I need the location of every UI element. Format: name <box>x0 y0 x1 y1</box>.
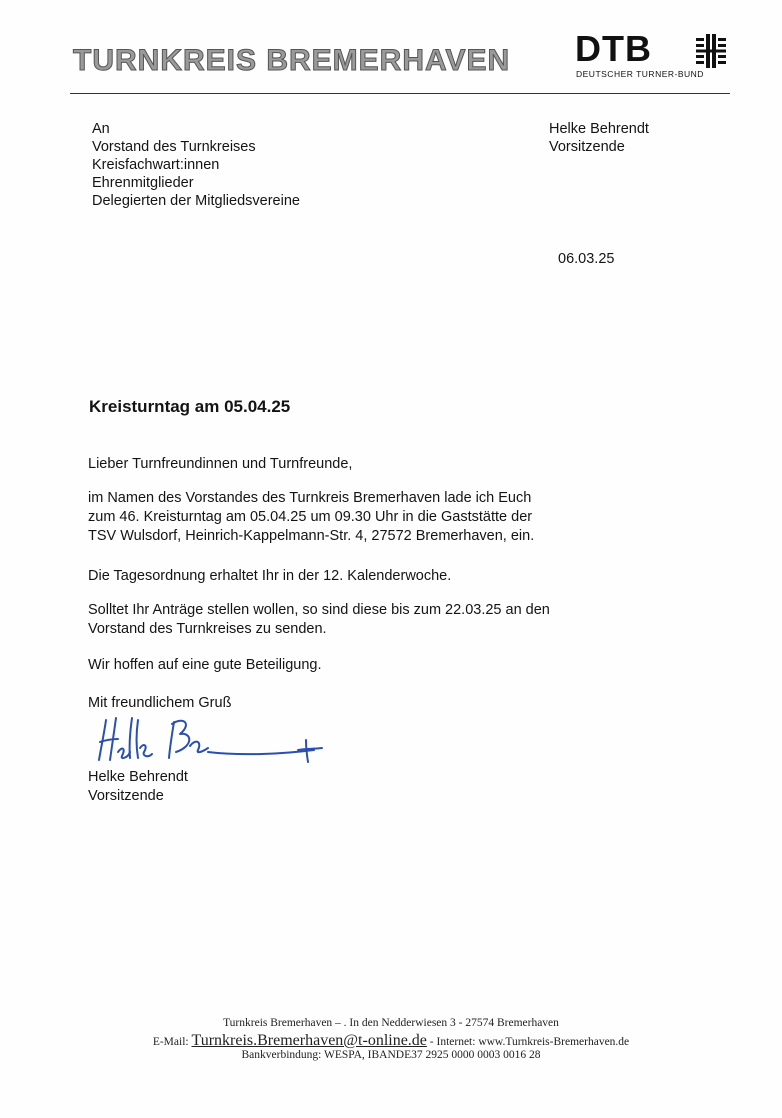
recipient-line: Vorstand des Turnkreises <box>92 139 256 155</box>
body-paragraph-invitation <box>88 489 534 546</box>
sender-role: Vorsitzende <box>549 139 625 155</box>
body-paragraph-motions <box>88 601 550 639</box>
signatory-role: Vorsitzende <box>88 788 164 804</box>
organization-title: TURNKREIS BREMERHAVEN <box>73 44 511 77</box>
signatory-name: Helke Behrendt <box>88 769 188 785</box>
paragraph-line: Solltet Ihr Anträge stellen wollen, so sind diese bis zum 22.03.25 an den <box>88 602 550 618</box>
logo-text: DTB <box>575 28 652 69</box>
logo-subtitle: DEUTSCHER TURNER-BUND <box>576 69 704 79</box>
recipient-line: An <box>92 121 110 137</box>
dtb-logo <box>572 28 732 82</box>
header-divider <box>70 93 730 94</box>
recipient-line: Ehrenmitglieder <box>92 175 194 191</box>
recipient-address <box>92 120 300 210</box>
letter-subject: Kreisturntag am 05.04.25 <box>89 397 291 416</box>
paragraph-line: TSV Wulsdorf, Heinrich-Kappelmann-Str. 4, 27572 Bremerhaven, ein. <box>88 528 535 544</box>
body-paragraph-agenda: Die Tagesordnung erhaltet Ihr in der 12. Kalenderwoche. <box>88 568 452 584</box>
body-paragraph-hope: Wir hoffen auf eine gute Beteiligung. <box>88 657 322 673</box>
closing-phrase: Mit freundlichem Gruß <box>88 695 232 711</box>
internet-info: - Internet: www.Turnkreis-Bremerhaven.de <box>429 1036 630 1048</box>
paragraph-line: im Namen des Vorstandes des Turnkreis Bremerhaven lade ich Euch <box>88 490 532 506</box>
footer-bank: Bankverbindung: WESPA, IBANDE37 2925 0000 0003 0016 28 <box>241 1049 541 1061</box>
signatory-block <box>88 768 188 806</box>
dtb-emblem-icon <box>696 34 726 68</box>
paragraph-line: Vorstand des Turnkreises zu senden. <box>88 621 327 637</box>
email-label: E-Mail: <box>152 1036 189 1048</box>
sender-block <box>549 120 649 156</box>
footer-contact <box>0 1032 782 1050</box>
recipient-line: Kreisfachwart:innen <box>92 157 220 173</box>
footer-address: Turnkreis Bremerhaven – . In den Nedderwiesen 3 - 27574 Bremerhaven <box>223 1017 559 1029</box>
email-link[interactable]: Turnkreis.Bremerhaven@t-online.de <box>191 1032 427 1049</box>
letter-date: 06.03.25 <box>558 251 615 267</box>
paragraph-line: zum 46. Kreisturntag am 05.04.25 um 09.30 Uhr in die Gaststätte der <box>88 509 533 525</box>
sender-name: Helke Behrendt <box>549 121 649 137</box>
salutation: Lieber Turnfreundinnen und Turnfreunde, <box>88 456 353 472</box>
recipient-line: Delegierten der Mitgliedsvereine <box>92 193 300 209</box>
handwritten-signature <box>92 712 332 772</box>
